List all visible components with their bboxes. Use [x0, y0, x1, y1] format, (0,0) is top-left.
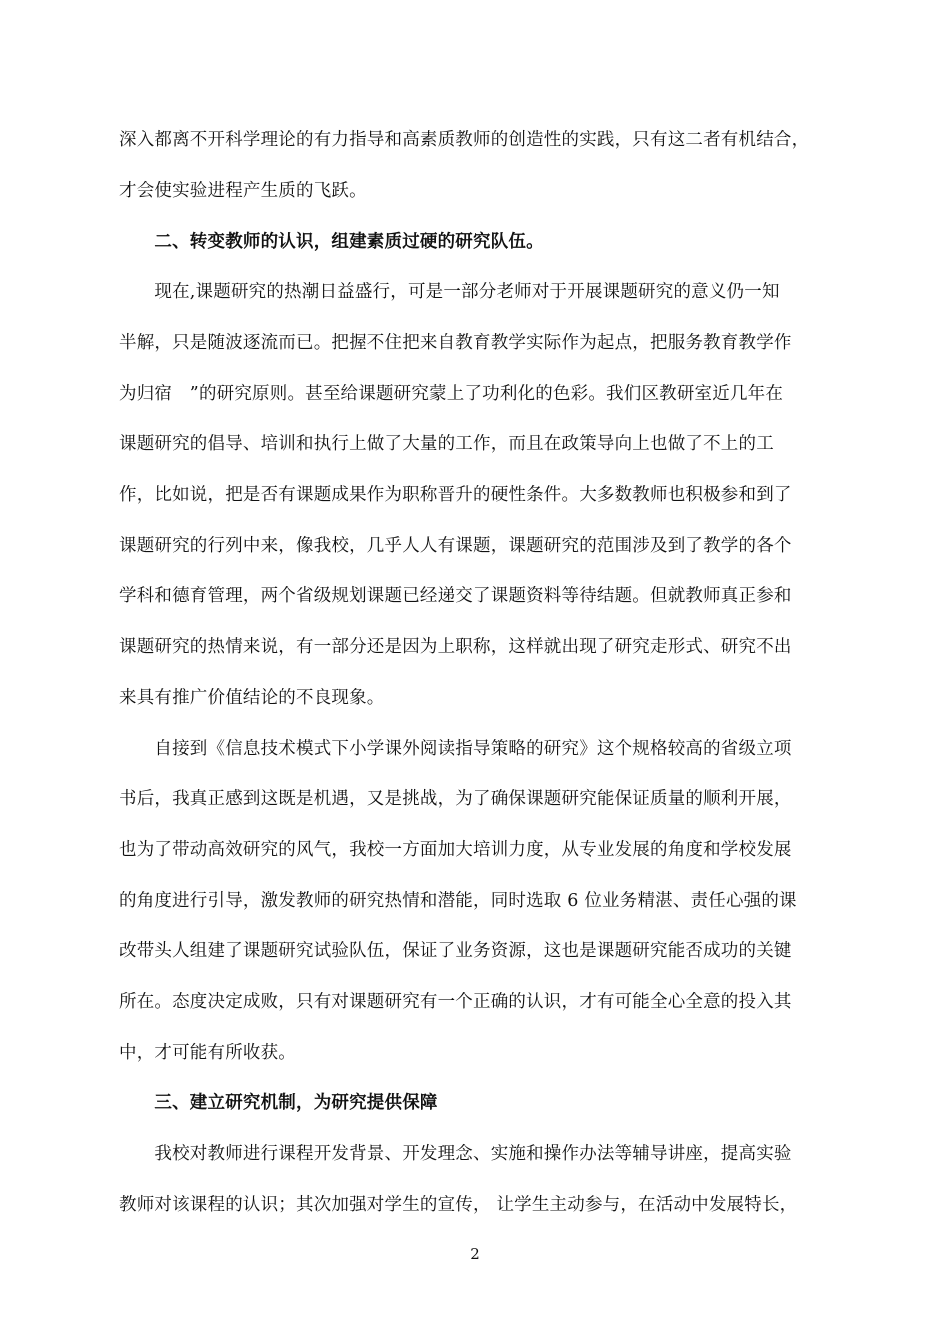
body-text-line: 书后，我真正感到这既是机遇，又是挑战，为了确保课题研究能保证质量的顺利开展， — [119, 789, 792, 809]
body-text-line: 来具有推广价值结论的不良现象。 — [119, 688, 385, 708]
body-text-line: 的角度进行引导，激发教师的研究热情和潜能，同时选取 6 位业务精湛、责任心强的课 — [119, 891, 797, 911]
body-text-line: 为归宿 ”的研究原则。甚至给课题研究蒙上了功利化的色彩。我们区教研室近几年在 — [119, 384, 784, 404]
body-text-line: 也为了带动高效研究的风气，我校一方面加大培训力度，从专业发展的角度和学校发展 — [119, 840, 792, 860]
body-text-line: 课题研究的倡导、培训和执行上做了大量的工作，而且在政策导向上也做了不上的工 — [119, 434, 774, 454]
body-text-line: 我校对教师进行课程开发背景、开发理念、实施和操作办法等辅导讲座，提高实验 — [119, 1144, 792, 1164]
body-text-line: 改带头人组建了课题研究试验队伍，保证了业务资源，这也是课题研究能否成功的关键 — [119, 941, 792, 961]
body-text-line: 课题研究的行列中来，像我校，几乎人人有课题，课题研究的范围涉及到了教学的各个 — [119, 536, 792, 556]
body-text-line: 中，才可能有所收获。 — [119, 1043, 296, 1063]
body-text-line: 课题研究的热情来说，有一部分还是因为上职称，这样就出现了研究走形式、研究不出 — [119, 637, 792, 657]
section-heading: 三、建立研究机制，为研究提供保障 — [119, 1093, 438, 1113]
body-text-line: 作，比如说，把是否有课题成果作为职称晋升的硬性条件。大多数教师也积极参和到了 — [119, 485, 792, 505]
body-text-line: 半解，只是随波逐流而已。把握不住把来自教育教学实际作为起点，把服务教育教学作 — [119, 333, 792, 353]
body-text-line: 教师对该课程的认识；其次加强对学生的宣传， 让学生主动参与，在活动中发展特长， — [119, 1195, 798, 1215]
body-text-line: 所在。态度决定成败，只有对课题研究有一个正确的认识，才有可能全心全意的投入其 — [119, 992, 792, 1012]
page-number: 2 — [470, 1245, 480, 1263]
body-text-line: 自接到《信息技术模式下小学课外阅读指导策略的研究》这个规格较高的省级立项 — [119, 739, 792, 759]
body-text-line: 才会使实验进程产生质的飞跃。 — [119, 181, 367, 201]
body-text-line: 深入都离不开科学理论的有力指导和高素质教师的创造性的实践，只有这二者有机结合， — [119, 130, 810, 150]
section-heading: 二、转变教师的认识，组建素质过硬的研究队伍。 — [119, 232, 544, 252]
body-text-line: 学科和德育管理，两个省级规划课题已经递交了课题资料等待结题。但就教师真正参和 — [119, 586, 792, 606]
body-text-line: 现在,课题研究的热潮日益盛行，可是一部分老师对于开展课题研究的意义仍一知 — [119, 282, 780, 302]
